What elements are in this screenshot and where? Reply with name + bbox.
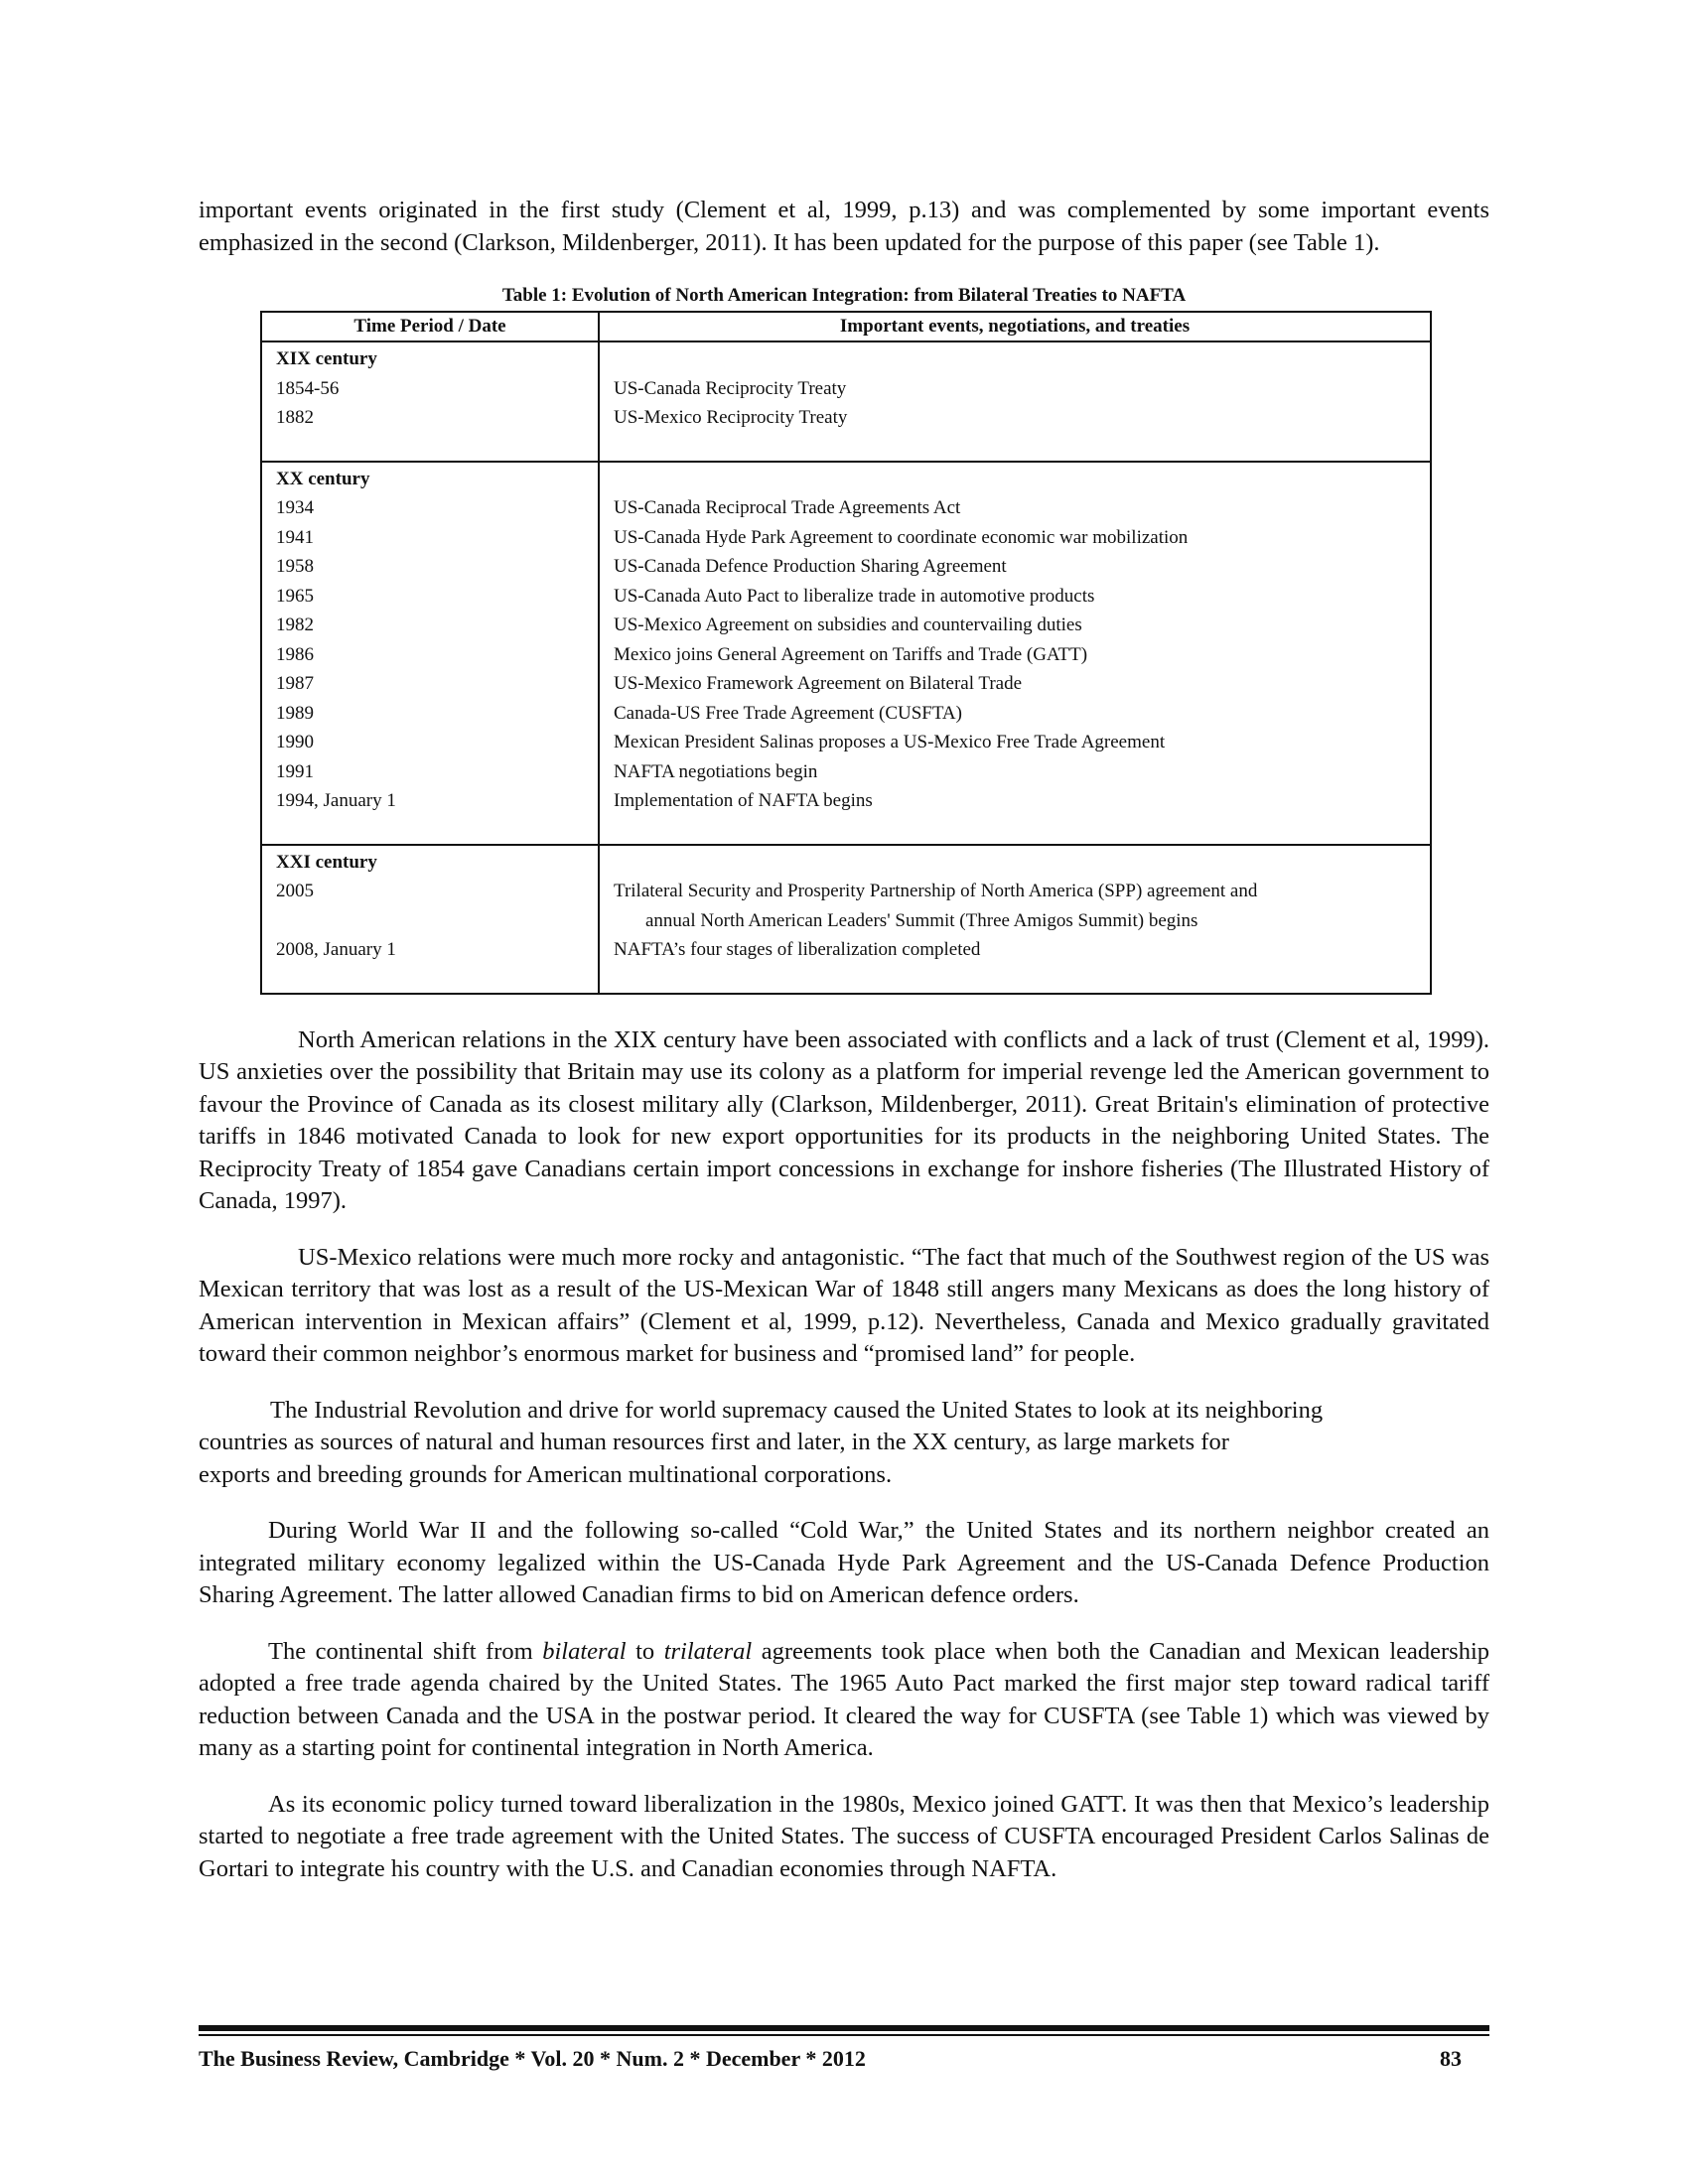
dates-cell: [261, 462, 599, 845]
event-cell: US-Mexico Framework Agreement on Bilateral Trade: [614, 673, 1023, 694]
table-group-xxi: [261, 845, 1431, 994]
body-paragraph-3: [199, 1395, 1489, 1492]
date-cell: 1987: [276, 673, 314, 694]
table-group-xix: [261, 341, 1431, 462]
date-cell: 1982: [276, 614, 314, 635]
table-group-xx: [261, 462, 1431, 845]
event-cell: US-Mexico Reciprocity Treaty: [614, 407, 848, 428]
dates-cell: [261, 845, 599, 994]
body-paragraph-1: North American relations in the XIX century have been associated with conflicts and a lack of trust (Clement et al, 1999). US anxieties over the possibility that Britain may use its colony as a platform for imperial revenge led the American government to favour the Province of Canada as its closest military ally (Clarkson, Mildenberger, 2011). Great Britain's elimination of protective tariffs in 1846 motivated Canada to look for new export opportunities for its products in the neighboring United States. The Reciprocity Treaty of 1854 gave Canadians certain import concessions in exchange for inshore fisheries (The Illustrated History of Canada, 1997).: [199, 1025, 1489, 1214]
date-cell: 1958: [276, 556, 314, 577]
date-cell: 2008, January 1: [276, 939, 396, 960]
emphasis-bilateral: bilateral: [542, 1637, 627, 1665]
footer-rule-thick: [199, 2025, 1489, 2031]
event-cell: NAFTA’s four stages of liberalization completed: [614, 939, 981, 960]
event-cell: US-Canada Reciprocity Treaty: [614, 377, 847, 399]
date-cell: 1965: [276, 585, 314, 607]
text-run: agreements took place when both the Canadian and Mexican leadership adopted a free trade agenda chaired by the United States. The 1965 Auto Pact marked the first major step toward radical tariff reduction between Canada and the USA in the postwar period. It cleared the way for CUSFTA (see Table 1) which was viewed by many as a starting point for continental integration in North America.: [199, 1637, 1490, 1761]
body-paragraph-6: As its economic policy turned toward liberalization in the 1980s, Mexico joined GATT. It was then that Mexico’s leadership started to negotiate a free trade agreement with the United States. The success of CUSFTA encouraged President Carlos Salinas de Gortari to integrate his country with the U.S. and Canadian economies through NAFTA.: [199, 1790, 1489, 1882]
event-cell: US-Canada Reciprocal Trade Agreements Act: [614, 497, 961, 518]
paragraph-line: exports and breeding grounds for American multinational corporations.: [199, 1460, 893, 1488]
century-label: XXI century: [276, 851, 377, 873]
page-footer: [199, 2025, 1489, 2072]
text-run: to: [626, 1637, 664, 1665]
event-cell-continued: annual North American Leaders' Summit (Three Amigos Summit) begins: [645, 909, 1198, 931]
date-cell: 2005: [276, 881, 314, 901]
header-events: Important events, negotiations, and treaties: [599, 312, 1431, 341]
footer-row: [199, 2046, 1489, 2072]
event-cell: Mexico joins General Agreement on Tariffs and Trade (GATT): [614, 643, 1088, 665]
date-cell: 1882: [276, 407, 314, 428]
paragraph-line: The Industrial Revolution and drive for world supremacy caused the United States to look at its neighboring: [270, 1396, 1324, 1424]
date-cell: 1991: [276, 760, 314, 782]
event-cell: US-Canada Auto Pact to liberalize trade in automotive products: [614, 585, 1095, 607]
integration-table: [260, 311, 1432, 995]
event-cell: Canada-US Free Trade Agreement (CUSFTA): [614, 702, 962, 724]
date-cell: 1941: [276, 526, 314, 548]
century-label: XX century: [276, 468, 370, 489]
table-caption: Table 1: Evolution of North American Integration: from Bilateral Treaties to NAFTA: [501, 285, 1187, 306]
page-number: 83: [1440, 2046, 1462, 2071]
dates-cell: [261, 341, 599, 462]
event-cell: US-Canada Defence Production Sharing Agreement: [614, 556, 1007, 577]
body-paragraph-4: During World War II and the following so-called “Cold War,” the United States and its northern neighbor created an integrated military economy legalized within the US-Canada Hyde Park Agreement and the US-Canada Defence Production Sharing Agreement. The latter allowed Canadian firms to bid on American defence orders.: [199, 1517, 1489, 1608]
event-cell: NAFTA negotiations begin: [614, 760, 818, 782]
date-cell: 1990: [276, 732, 314, 752]
date-cell: 1854-56: [276, 377, 340, 399]
event-cell: Trilateral Security and Prosperity Partnership of North America (SPP) agreement and: [614, 881, 1258, 901]
emphasis-trilateral: trilateral: [663, 1637, 753, 1665]
event-cell: US-Canada Hyde Park Agreement to coordinate economic war mobilization: [614, 526, 1189, 548]
paragraph-line: countries as sources of natural and human resources first and later, in the XX century, as large markets for: [199, 1429, 1229, 1455]
date-cell: 1994, January 1: [276, 790, 396, 811]
page-content: [199, 195, 1489, 1885]
body-paragraph-5: [199, 1636, 1489, 1765]
journal-citation: The Business Review, Cambridge * Vol. 20 * Num. 2 * December * 2012: [199, 2046, 866, 2071]
date-cell: 1989: [276, 702, 314, 724]
events-cell: [599, 341, 1431, 462]
event-cell: US-Mexico Agreement on subsidies and countervailing duties: [614, 614, 1082, 635]
date-cell: 1934: [276, 497, 314, 518]
header-time-period: Time Period / Date: [261, 312, 599, 341]
event-cell: Implementation of NAFTA begins: [614, 790, 873, 811]
date-cell: 1986: [276, 643, 314, 665]
events-cell: [599, 845, 1431, 994]
body-paragraph-2: US-Mexico relations were much more rocky and antagonistic. “The fact that much of the Southwest region of the US was Mexican territory that was lost as a result of the US-Mexican War of 1848 still angers many Mexicans as does the long history of American intervention in Mexican affairs” (Clement et al, 1999, p.12). Nevertheless, Canada and Mexico gradually gravitated toward their common neighbor’s enormous market for business and “promised land” for people.: [199, 1243, 1489, 1367]
table-header-row: [261, 312, 1431, 341]
footer-rule-thin: [199, 2034, 1489, 2036]
event-cell: Mexican President Salinas proposes a US-Mexico Free Trade Agreement: [614, 732, 1166, 752]
text-run: The continental shift from: [268, 1637, 543, 1665]
events-cell: [599, 462, 1431, 845]
century-label: XIX century: [276, 348, 377, 369]
intro-paragraph: important events originated in the first study (Clement et al, 1999, p.13) and was complemented by some important events emphasized in the second (Clarkson, Mildenberger, 2011). It has been updated for the purpose of this paper (see Table 1).: [199, 197, 1489, 256]
